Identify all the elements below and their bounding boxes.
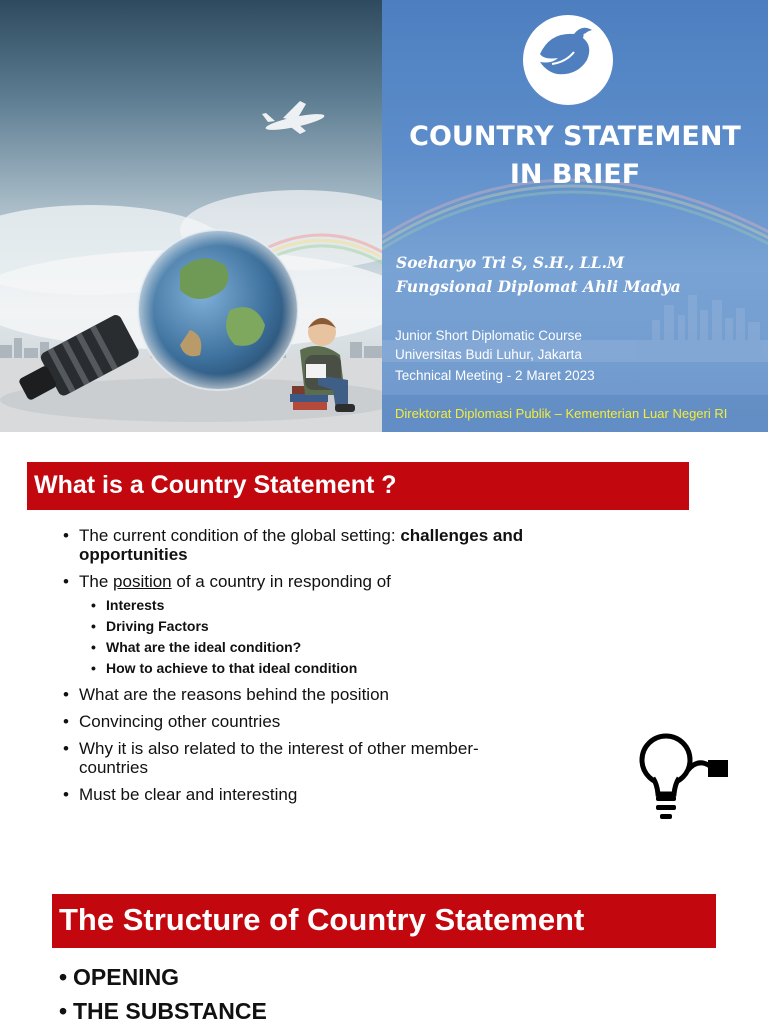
course-line: Universitas Budi Luhur, Jakarta <box>395 347 582 362</box>
sub-bullet-list <box>63 597 543 677</box>
slide-footer: Direktorat Diplomasi Publik – Kementerian Luar Negeri RI <box>395 406 728 421</box>
bullet-text: of a country in responding of <box>171 572 391 591</box>
bullet-item <box>63 526 543 564</box>
structure-item: • OPENING <box>59 960 267 994</box>
bullet-item <box>63 572 543 591</box>
bullet-text: The current condition of the global setting: <box>79 526 401 545</box>
author-position: Fungsional Diplomat Ahli Madya <box>396 277 681 296</box>
title-slide <box>0 0 768 432</box>
sub-bullet-item: • Driving Factors <box>91 618 543 635</box>
title-line-1: COUNTRY STATEMENT <box>409 121 741 152</box>
author-name: Soeharyo Tri S, S.H., LL.M <box>396 253 625 272</box>
bullet-item: • Must be clear and interesting <box>63 785 543 804</box>
bali-democracy-forum-logo <box>522 14 614 106</box>
structure-item: • THE SUBSTANCE <box>59 994 267 1028</box>
bullet-item: • What are the reasons behind the position <box>63 685 543 704</box>
sub-bullet-item: • How to achieve to that ideal condition <box>91 660 543 677</box>
bullet-item: • Why it is also related to the interest of other member-countries <box>63 739 543 777</box>
sub-bullet-item: • What are the ideal condition? <box>91 639 543 656</box>
bullet-text: The <box>79 572 114 591</box>
bullet-bold-text: challenges and opportunities <box>79 526 524 564</box>
sub-bullet-item: • Interests <box>91 597 543 614</box>
cover-photo <box>0 0 382 432</box>
course-line: Junior Short Diplomatic Course <box>395 328 582 343</box>
cover-illustration <box>0 0 382 432</box>
lightbulb-icon <box>636 730 732 824</box>
title-panel <box>382 0 768 432</box>
bullet-list <box>63 526 543 812</box>
course-line: Technical Meeting - 2 Maret 2023 <box>395 368 595 383</box>
bullet-item: • Convincing other countries <box>63 712 543 731</box>
section-banner: What is a Country Statement ? <box>27 462 689 510</box>
underlined-text: position <box>113 572 172 591</box>
title-line-2: IN BRIEF <box>509 159 641 190</box>
structure-list <box>59 960 267 1028</box>
section-banner: The Structure of Country Statement <box>52 894 716 948</box>
